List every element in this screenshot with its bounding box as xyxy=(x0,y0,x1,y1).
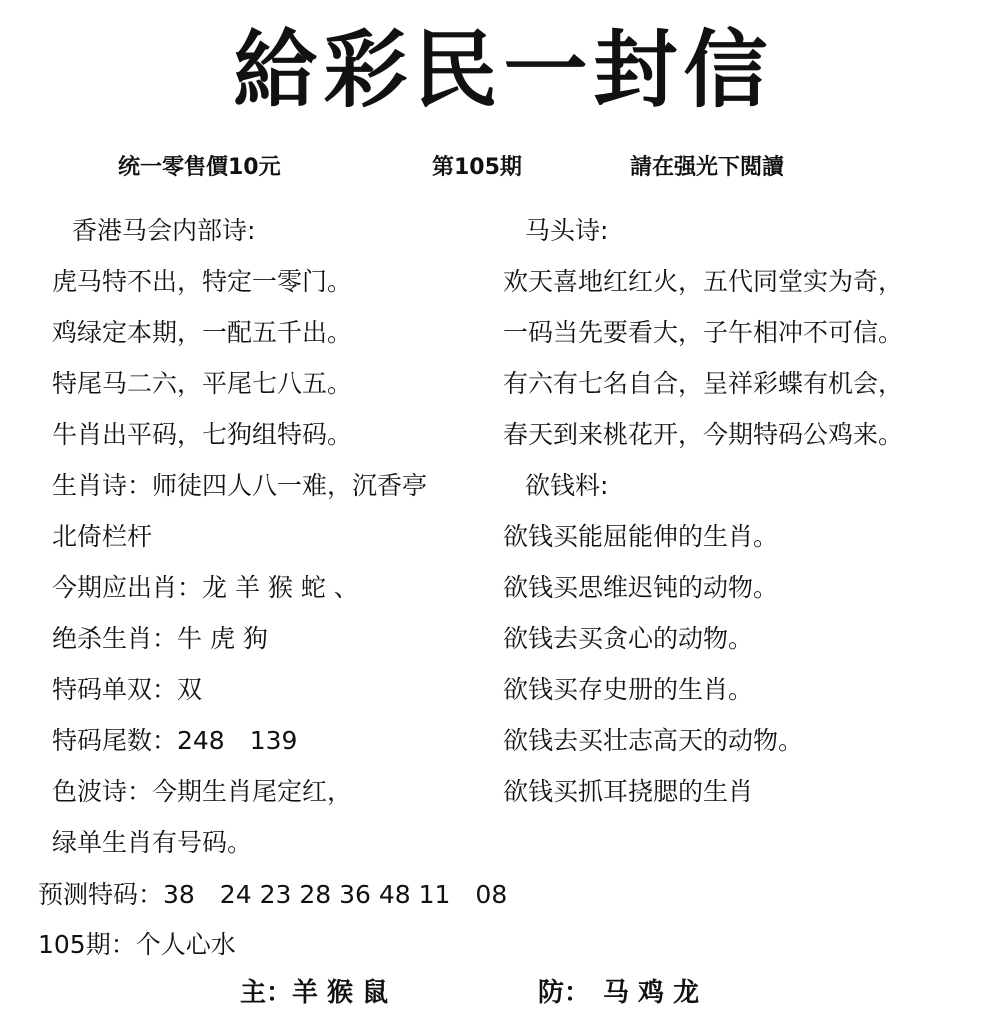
color-poem-line: 绿单生肖有号码。 xyxy=(52,828,253,857)
color-poem-line: 色波诗：今期生肖尾定红， xyxy=(52,777,353,806)
clue-line: 欲钱去买壮志高天的动物。 xyxy=(503,726,804,755)
left-column xyxy=(52,205,427,868)
prediction-numbers: 预测特码：38 24 23 28 36 48 11 08 xyxy=(38,880,508,909)
poem-line: 特尾马二六，平尾七八五。 xyxy=(52,369,353,398)
horse-poem-line: 有六有七名自合，呈祥彩蝶有机会， xyxy=(503,369,904,398)
horse-poem-line: 春天到来桃花开，今期特码公鸡来。 xyxy=(503,420,904,449)
guard-picks: 防： 马 鸡 龙 xyxy=(538,978,700,1008)
clue-line: 欲钱买能屈能伸的生肖。 xyxy=(503,522,779,551)
horse-poem-line: 欢天喜地红红火，五代同堂实为奇， xyxy=(503,267,904,296)
clue-heading: 欲钱料: xyxy=(525,471,609,500)
page-title: 給彩民一封信 xyxy=(233,21,774,119)
issue-label: 第105期 xyxy=(432,155,522,180)
clue-line: 欲钱买存史册的生肖。 xyxy=(503,675,754,704)
price-label: 统一零售價10元 xyxy=(118,155,281,180)
zodiac-poem-line: 生肖诗：师徒四人八一难，沉香亭 xyxy=(52,471,428,500)
poem-line: 牛肖出平码，七狗组特码。 xyxy=(52,420,353,449)
clue-line: 欲钱买抓耳挠腮的生肖 xyxy=(503,777,754,806)
reading-note: 請在强光下閲讀 xyxy=(630,155,785,180)
right-column xyxy=(503,205,903,817)
prediction-block xyxy=(38,870,507,970)
clue-line: 欲钱去买贪心的动物。 xyxy=(503,624,754,653)
horse-poem-heading: 马头诗: xyxy=(525,216,609,245)
poem-line: 虎马特不出，特定一零门。 xyxy=(52,267,353,296)
tail-numbers: 特码尾数：248 139 xyxy=(52,726,298,755)
horse-poem-line: 一码当先要看大，子午相冲不可信。 xyxy=(503,318,904,347)
issue-note: 105期：个人心水 xyxy=(38,930,236,959)
zodiac-poem-line: 北倚栏杆 xyxy=(52,522,153,551)
poem-line: 鸡绿定本期，一配五千出。 xyxy=(52,318,353,347)
clue-line: 欲钱买思维迟钝的动物。 xyxy=(503,573,779,602)
expected-zodiac: 今期应出肖：龙 羊 猴 蛇 、 xyxy=(52,573,359,602)
main-picks: 主：羊 猴 鼠 xyxy=(240,978,389,1008)
odd-even: 特码单双：双 xyxy=(52,675,203,704)
excluded-zodiac: 绝杀生肖：牛 虎 狗 xyxy=(52,624,268,653)
left-heading: 香港马会内部诗: xyxy=(72,216,256,245)
